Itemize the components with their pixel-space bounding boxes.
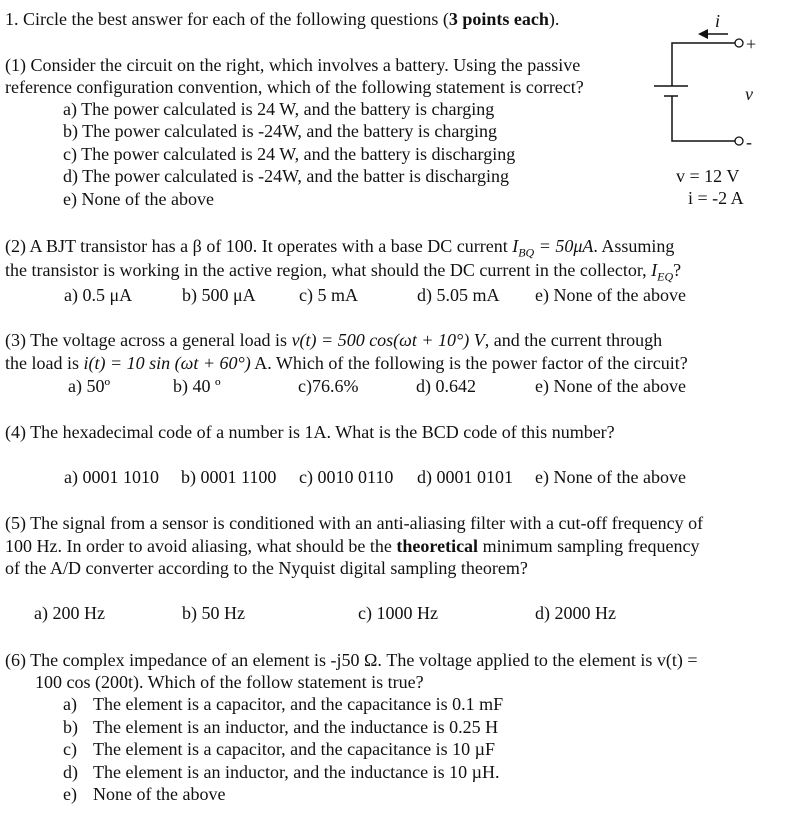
voltage-label: v [745,84,753,104]
q4-options [0,466,800,490]
bottom-wire [672,96,735,141]
q6-option-d-letter: d) [63,762,78,782]
q2-ibq: I [512,236,519,256]
q3-current-expr: i(t) = 10 sin (ωt + 60°) [83,353,251,373]
q6-option-c-letter: c) [63,739,77,759]
plus-terminal [735,39,743,47]
q5-option-c[interactable]: c) 1000 Hz [358,603,438,623]
q1-option-e[interactable]: e) None of the above [63,189,214,209]
voltage-value-text: v = 12 V [676,166,740,186]
q1-option-c[interactable]: c) The power calculated is 24 W, and the battery is discharging [63,144,516,164]
q5-options [0,602,800,626]
q6-option-b-letter: b) [63,717,78,737]
q5-line-1: (5) The signal from a sensor is conditioned with an anti-aliasing filter with a cut-off frequency of [5,513,704,533]
q3-option-e[interactable]: e) None of the above [535,376,686,396]
q1-line-2: reference configuration convention, which of the following statement is correct? [5,77,584,97]
q2-ieq: I [651,260,658,280]
q5-text-2: 100 Hz. In order to avoid aliasing, what should be the [5,536,397,556]
q3-text-2-end: A. Which of the following is the power factor of the circuit? [250,353,688,373]
q2-option-a[interactable]: a) 0.5 μA [64,285,133,305]
q5-text-2-end: minimum sampling frequency [478,536,700,556]
current-arrow-head [698,29,708,39]
current-value-text: i = -2 A [688,188,744,208]
q3-text-end: , and the current through [484,330,663,350]
q1-line-1: (1) Consider the circuit on the right, which involves a battery. Using the passive [5,55,581,75]
q2-text: (2) A BJT transistor has a β of 100. It operates with a base DC current [5,236,513,256]
q5-line-3: of the A/D converter according to the Nyquist digital sampling theorem? [5,558,528,578]
q2-text-2: the transistor is working in the active region, what should the DC current in the collector, [5,260,652,280]
q6-option-e-text: None of the above [93,784,226,804]
header-points: 3 points each [448,9,549,29]
q3-option-d[interactable]: d) 0.642 [416,376,476,396]
minus-label: - [746,132,752,152]
header-line [5,8,559,31]
q5-line-2 [5,535,700,558]
q1-option-d[interactable]: d) The power calculated is -24W, and the batter is discharging [63,166,510,186]
voltage-value [676,165,739,188]
top-wire [672,43,735,74]
q4-line-1: (4) The hexadecimal code of a number is 1A. What is the BCD code of this number? [5,422,615,442]
q6-option-e-letter: e) [63,784,77,804]
q2-option-c[interactable]: c) 5 mA [299,285,358,305]
q6-option-a-text: The element is a capacitor, and the capacitance is 0.1 mF [93,694,504,714]
q5-option-a[interactable]: a) 200 Hz [34,603,105,623]
q6-line-1: (6) The complex impedance of an element is -j50 Ω. The voltage applied to the element is v(t) = [5,650,698,670]
q6-option-b-text: The element is an inductor, and the inductance is 0.25 H [93,717,499,737]
q2-option-e[interactable]: e) None of the above [535,285,686,305]
q4-option-e[interactable]: e) None of the above [535,467,686,487]
q2-option-b[interactable]: b) 500 μA [182,285,256,305]
q1-option-b[interactable]: b) The power calculated is -24W, and the battery is charging [63,121,498,141]
q2-options [0,284,800,308]
q3-text-2: the load is [5,353,84,373]
battery-circuit-diagram [640,10,800,160]
header-text-end: ). [548,9,560,29]
q2-ibq-sub: BQ [518,245,535,260]
q3-options [0,375,800,399]
q5-option-b[interactable]: b) 50 Hz [182,603,245,623]
plus-label: + [746,34,757,54]
q3-voltage-expr: v(t) = 500 cos(ωt + 10°) V [291,330,485,350]
q1-option-a[interactable]: a) The power calculated is 24 W, and the battery is charging [63,99,495,119]
q3-line-2 [5,352,688,375]
q6-line-2: 100 cos (200t). Which of the follow statement is true? [35,672,424,692]
q4-option-a[interactable]: a) 0001 1010 [64,467,159,487]
q3-option-c[interactable]: c)76.6% [298,376,359,396]
q2-text-2-end: ? [673,260,682,280]
q6-option-d-text: The element is an inductor, and the inductance is 10 µH. [93,762,500,782]
q3-line-1 [5,329,662,352]
minus-terminal [735,137,743,145]
q2-option-d[interactable]: d) 5.05 mA [417,285,500,305]
q6-option-c-text: The element is a capacitor, and the capacitance is 10 µF [93,739,495,759]
header-text: 1. Circle the best answer for each of the following questions ( [5,9,449,29]
q4-option-b[interactable]: b) 0001 1100 [181,467,277,487]
current-label: i [715,11,721,31]
q4-option-c[interactable]: c) 0010 0110 [299,467,394,487]
q2-ieq-sub: EQ [657,269,674,284]
q5-option-d[interactable]: d) 2000 Hz [535,603,616,623]
q2-ibq-value: = 50μA [534,236,594,256]
current-value [688,187,744,210]
q3-option-a[interactable]: a) 50º [68,376,111,396]
q3-text: (3) The voltage across a general load is [5,330,292,350]
q5-bold-word: theoretical [396,536,479,556]
q3-option-b[interactable]: b) 40 º [173,376,221,396]
q6-option-a-letter: a) [63,694,77,714]
q4-option-d[interactable]: d) 0001 0101 [417,467,513,487]
q2-text-end: . Assuming [593,236,675,256]
